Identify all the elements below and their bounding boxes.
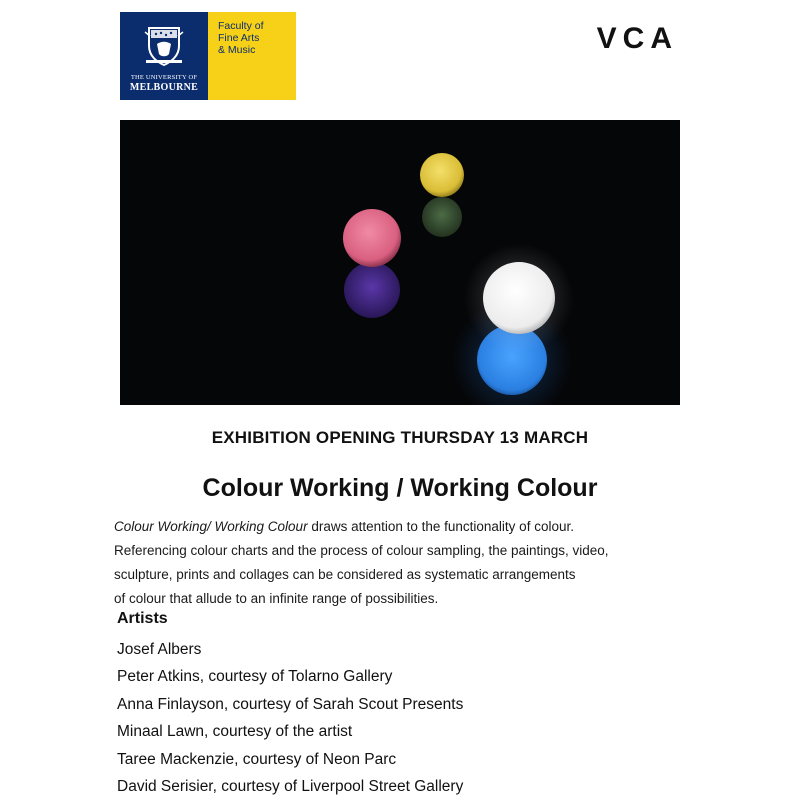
faculty-name-line2: Fine Arts (218, 32, 260, 44)
vca-logo: VCA (596, 22, 678, 55)
university-name-line2: MELBOURNE (129, 82, 199, 93)
pink-sphere (343, 209, 401, 267)
glowing-spheres-photo (120, 120, 680, 405)
description-line-3: sculpture, prints and collages can be considered as systematic arrangements (114, 567, 576, 582)
university-crest-icon (141, 22, 187, 68)
description-line-2: Referencing colour charts and the process of colour sampling, the paintings, video, (114, 543, 609, 558)
exhibition-photo (120, 120, 680, 405)
description-line-1: Colour Working/ Working Colour draws attention to the functionality of colour. (114, 519, 574, 534)
exhibition-description (114, 515, 674, 611)
green-reflection (422, 197, 462, 237)
artists-list (117, 636, 463, 800)
artist-item: Minaal Lawn, courtesy of the artist (117, 723, 353, 741)
university-name-line1: THE UNIVERSITY OF (130, 74, 198, 81)
artist-item: Peter Atkins, courtesy of Tolarno Gallery (117, 668, 393, 686)
description-line-4: of colour that allude to an infinite range of possibilities. (114, 591, 439, 606)
faculty-name-line3: & Music (218, 44, 256, 56)
university-logo (120, 12, 296, 100)
university-logo-block (120, 12, 208, 100)
faculty-logo-block (208, 12, 296, 100)
artist-item: Taree Mackenzie, courtesy of Neon Parc (117, 750, 397, 768)
yellow-sphere (420, 153, 464, 197)
artist-item: Anna Finlayson, courtesy of Sarah Scout Presents (117, 695, 464, 713)
artist-item: Josef Albers (117, 641, 202, 658)
violet-reflection (344, 262, 400, 318)
white-sphere (483, 262, 555, 334)
faculty-name-line1: Faculty of (218, 20, 264, 32)
exhibition-title: Colour Working / Working Colour (202, 474, 598, 502)
opening-heading: EXHIBITION OPENING THURSDAY 13 MARCH (211, 428, 589, 447)
description-italic-title: Colour Working/ Working Colour (114, 519, 308, 534)
artist-item: David Serisier, courtesy of Liverpool Street Gallery (117, 778, 464, 796)
artists-heading: Artists (117, 610, 168, 627)
